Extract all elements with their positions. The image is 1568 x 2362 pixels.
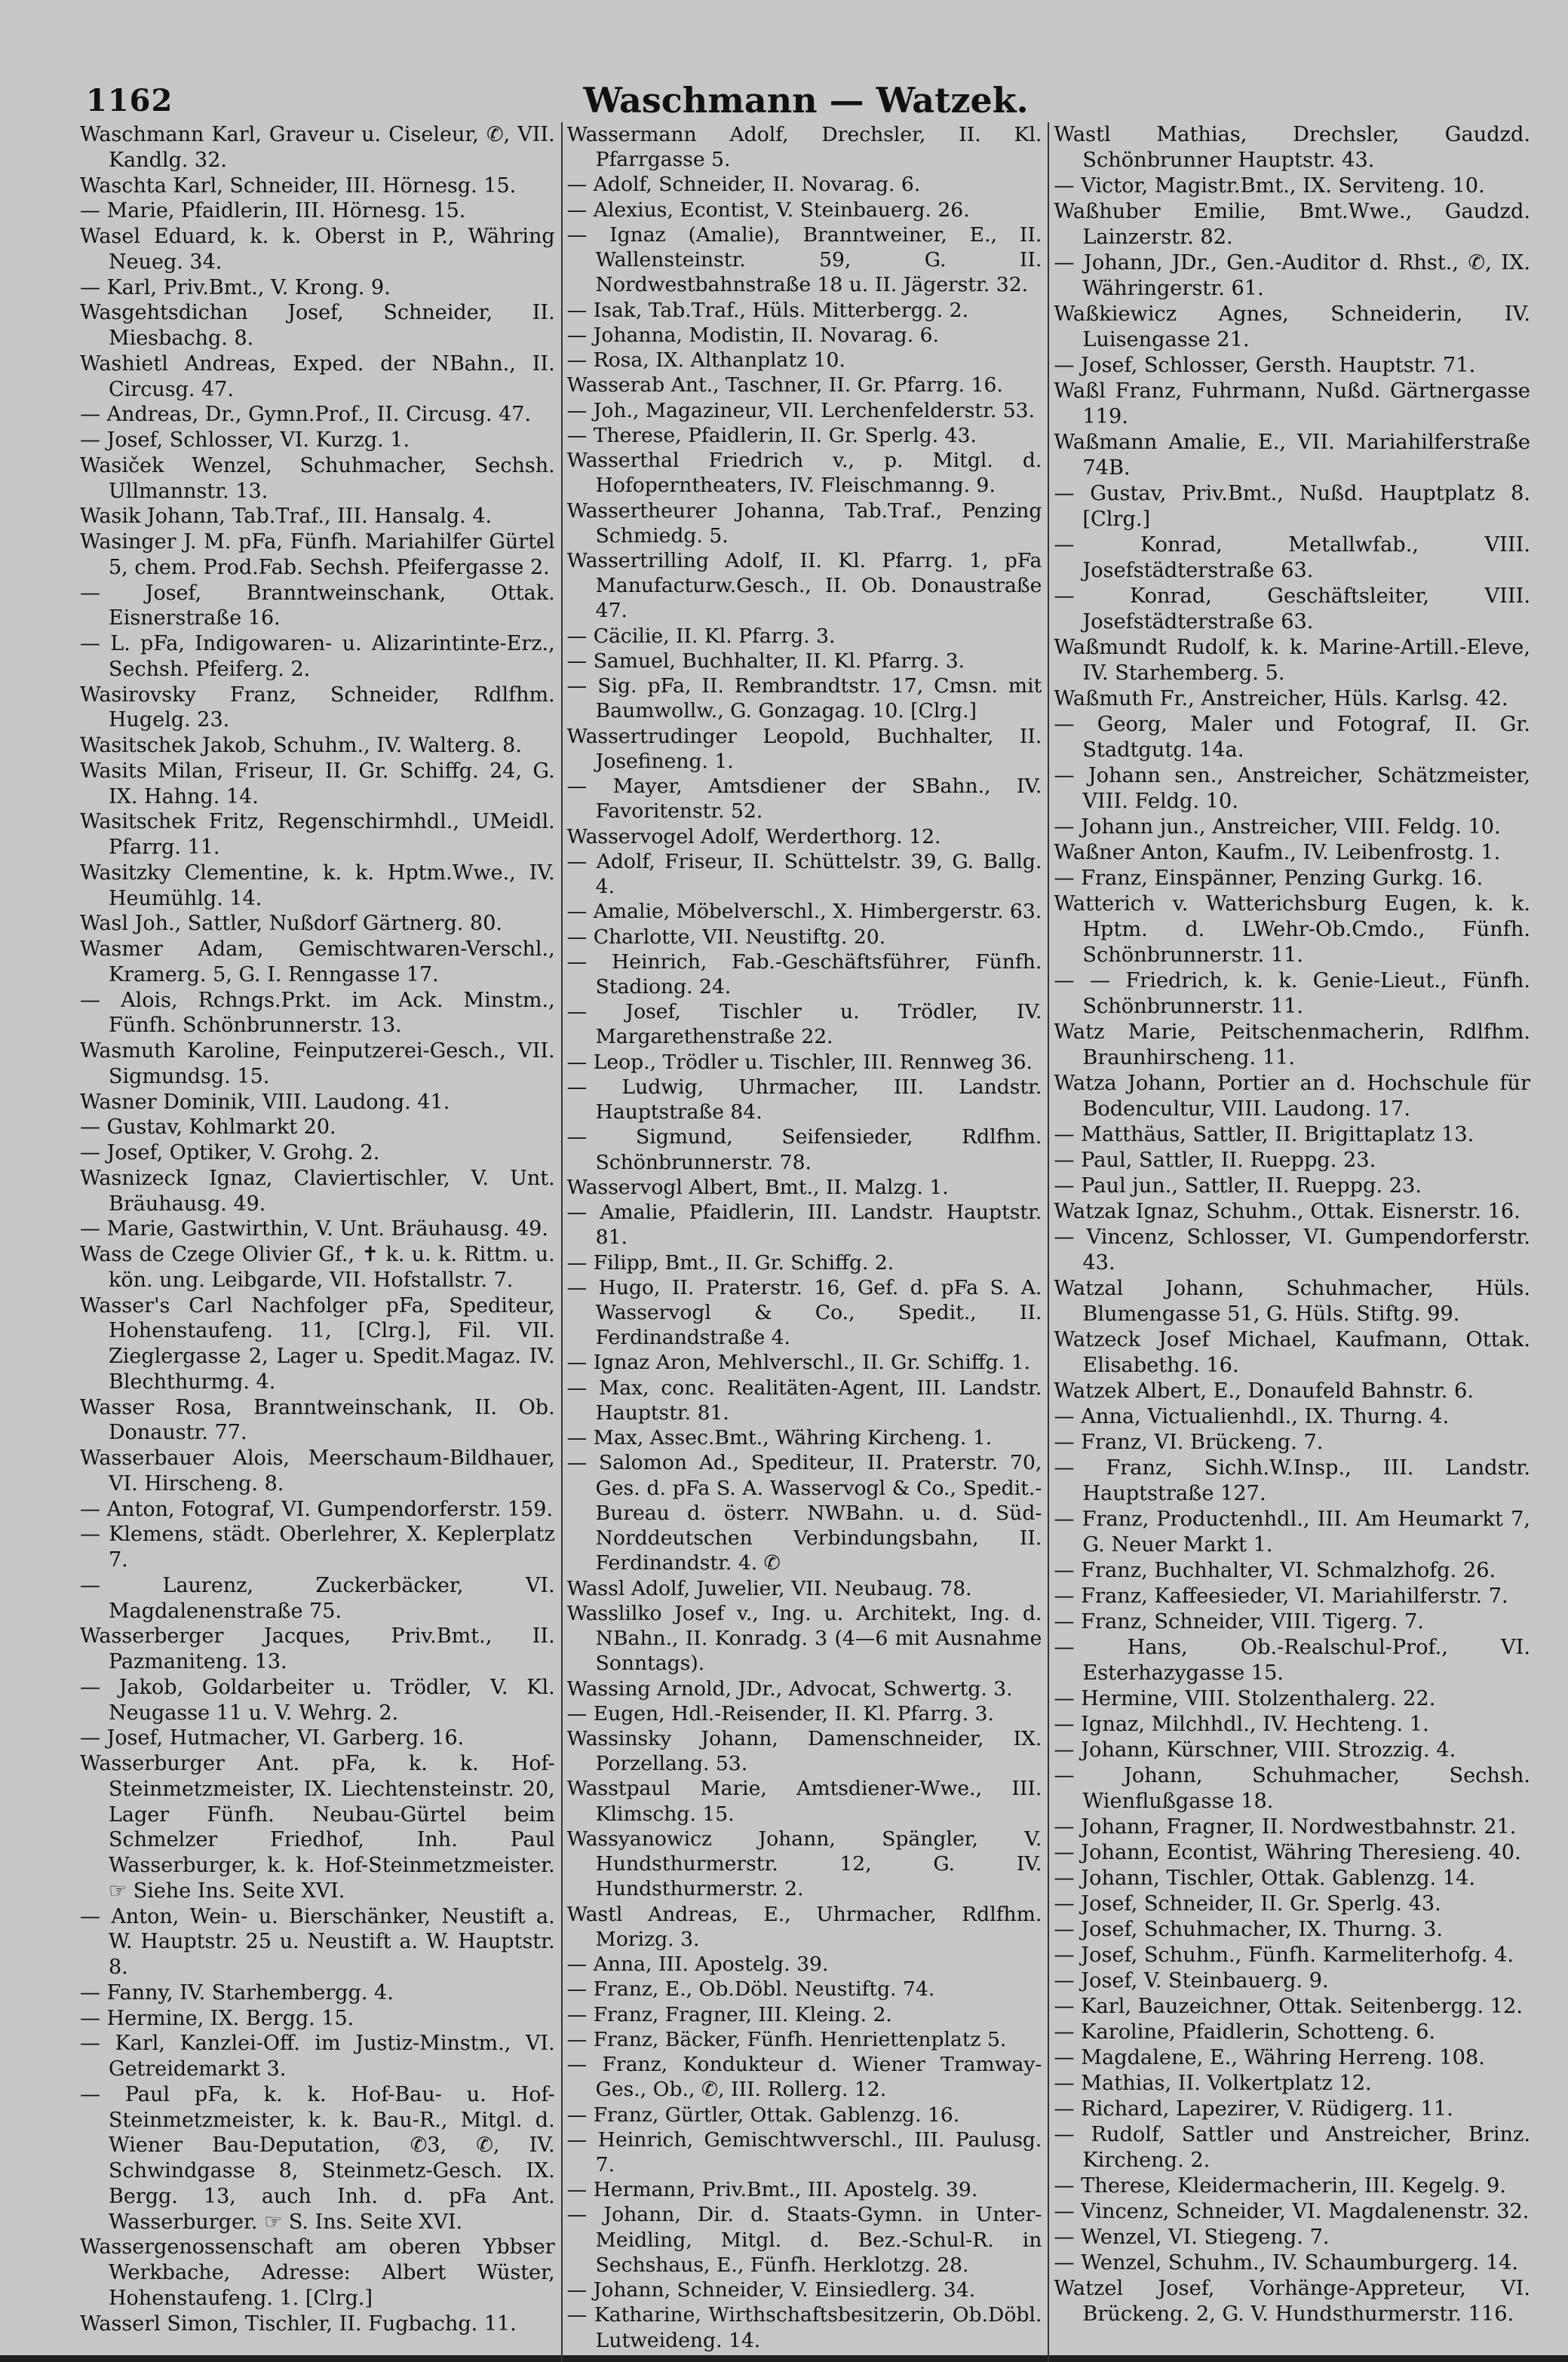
directory-entry: Wasinger J. M. pFa, Fünfh. Mariahilfer Gürtel 5, chem. Prod.Fab. Sechsh. Pfeifergasse 2. [80,530,555,579]
page-number: 1162 [86,83,173,118]
directory-entry: Waßmuth Fr., Anstreicher, Hüls. Karlsg. 42. [1054,687,1508,710]
directory-entry: — Karl, Kanzlei-Off. im Justiz-Minstm., VI. Getreidemarkt 3. [80,2032,555,2081]
directory-entry: — Sig. pFa, II. Rembrandtstr. 17, Cmsn. mit Baumwollw., G. Gonzagag. 10. [Clrg.] [566,674,1042,723]
directory-entry: Waßmann Amalie, E., VII. Mariahilferstraße 74B. [1054,431,1531,480]
directory-entry: Wasel Eduard, k. k. Oberst in P., Währing Neueg. 34. [80,225,555,274]
directory-entry: — Johann, Econtist, Währing Theresieng. 40. [1054,1841,1521,1864]
directory-entry: — Josef, V. Steinbauerg. 9. [1054,1969,1329,1992]
directory-entry: — Josef, Branntweinschank, Ottak. Eisnerstraße 16. [80,581,555,630]
directory-entry: Wasitzky Clementine, k. k. Hptm.Wwe., IV. Heumühlg. 14. [80,860,555,910]
column-2 [563,122,1050,2362]
directory-entry: — Amalie, Möbelverschl., X. Himbergerstr. 63. [566,900,1042,924]
directory-entry: — Heinrich, Fab.-Geschäftsführer, Fünfh. Stadiong. 24. [566,949,1042,998]
directory-entry: — Anton, Wein- u. Bierschänker, Neustift a. W. Hauptstr. 25 u. Neustift a. W. Hauptstr. 8. [80,1904,555,1979]
directory-entry: — Wenzel, Schuhm., IV. Schaumburgerg. 14. [1054,2251,1519,2275]
directory-entry: Waschmann Karl, Graveur u. Ciseleur, ✆, VII. Kandlg. 32. [80,123,555,172]
directory-entry: — Franz, Kaffeesieder, VI. Mariahilferstr. 7. [1054,1584,1508,1608]
directory-entry: — Hermine, IX. Bergg. 15. [80,2006,354,2030]
directory-entry: — Anna, III. Apostelg. 39. [566,1952,829,1977]
directory-entry: Wassertrudinger Leopold, Buchhalter, II. Josefineng. 1. [566,724,1042,773]
directory-entry: — Georg, Maler und Fotograf, II. Gr. Stadtgutg. 14a. [1054,713,1531,762]
directory-entry: Waßl Franz, Fuhrmann, Nußd. Gärtnergasse 119. [1054,379,1531,428]
directory-entry: — Gustav, Kohlmarkt 20. [80,1115,336,1140]
directory-entry: Watzal Johann, Schuhmacher, Hüls. Blumengasse 51, G. Hüls. Stiftg. 99. [1054,1277,1531,1326]
directory-entry: Watz Marie, Peitschenmacherin, Rdlfhm. Braunhirscheng. 11. [1054,1020,1531,1069]
directory-entry: — Therese, Kleidermacherin, III. Kegelg. 9. [1054,2174,1506,2198]
directory-entry: — Salomon Ad., Spediteur, II. Praterstr. 70, Ges. d. pFa S. A. Wasservogl & Co., Spedit.-Bureau d. österr. NWBahn. u. d. Süd-Norddeutschen Verbindungsbahn, II. Ferdinandstr. 4. ✆ [566,1451,1042,1575]
directory-entry: — Vincenz, Schneider, VI. Magdalenenstr. 32. [1054,2200,1530,2223]
directory-entry: Wasnizeck Ignaz, Claviertischler, V. Unt. Bräuhausg. 49. [80,1166,555,1216]
directory-entry: Waßmundt Rudolf, k. k. Marine-Artill.-Eleve, IV. Starhemberg. 5. [1054,636,1531,685]
directory-entry: Waschta Karl, Schneider, III. Hörnesg. 15. [80,173,517,198]
directory-entry: — Johann, Dir. d. Staats-Gymn. in Unter-Meidling, Mitgl. d. Bez.-Schul-R. in Sechshaus, E., Fünfh. Herklotzg. 28. [566,2203,1042,2277]
directory-entry: — Hermann, Priv.Bmt., III. Apostelg. 39. [566,2178,978,2202]
directory-entry: Wasser's Carl Nachfolger pFa, Spediteur, Hohenstaufeng. 11, [Clrg.], Fil. VII. Zieglergasse 2, Lager u. Spedit.Magaz. IV. Blechthurmg. 4. [80,1293,555,1394]
directory-entry: Wasner Dominik, VIII. Laudong. 41. [80,1090,450,1114]
directory-entry: Wasmer Adam, Gemischtwaren-Verschl., Kramerg. 5, G. I. Renngasse 17. [80,937,555,986]
directory-entry: Waßner Anton, Kaufm., IV. Leibenfrostg. 1. [1054,841,1501,864]
directory-entry: — Josef, Optiker, V. Grohg. 2. [80,1141,380,1164]
directory-entry: Waßhuber Emilie, Bmt.Wwe., Gaudzd. Lainzerstr. 82. [1054,200,1531,249]
directory-entry: — Filipp, Bmt., II. Gr. Schiffg. 2. [566,1250,894,1275]
directory-entry: — Paul jun., Sattler, II. Rueppg. 23. [1054,1174,1422,1198]
directory-entry: — Alexius, Econtist, V. Steinbauerg. 26. [566,198,970,222]
directory-entry: — Josef, Schuhm., Fünfh. Karmeliterhofg. 4. [1054,1943,1514,1967]
directory-entry: — Samuel, Buchhalter, II. Kl. Pfarrg. 3. [566,649,965,673]
directory-entry: Waßkiewicz Agnes, Schneiderin, IV. Luisengasse 21. [1054,302,1531,351]
directory-entry: — Vincenz, Schlosser, VI. Gumpendorferstr. 43. [1054,1225,1531,1275]
directory-entry: — Max, conc. Realitäten-Agent, III. Landstr. Hauptstr. 81. [566,1376,1042,1425]
column-1 [75,122,563,2362]
directory-entry: — Andreas, Dr., Gymn.Prof., II. Circusg. 47. [80,403,532,427]
directory-entry: — Johanna, Modistin, II. Novarag. 6. [566,323,939,347]
directory-entry: — Richard, Lapezirer, V. Rüdigerg. 11. [1054,2097,1453,2121]
directory-entry: Wasits Milan, Friseur, II. Gr. Schiffg. 24, G. IX. Hahng. 14. [80,759,555,808]
directory-entry: — Ludwig, Uhrmacher, III. Landstr. Hauptstraße 84. [566,1075,1042,1124]
directory-entry: Watzak Ignaz, Schuhm., Ottak. Eisnerstr. 16. [1054,1200,1520,1223]
directory-entry: — Franz, Kondukteur d. Wiener Tramway-Ges., Ob., ✆, III. Rollerg. 12. [566,2053,1042,2102]
directory-entry: — Paul, Sattler, II. Rueppg. 23. [1054,1149,1376,1172]
directory-entry: — Victor, Magistr.Bmt., IX. Serviteng. 10. [1054,174,1485,198]
directory-entry: Wassinsky Johann, Damenschneider, IX. Porzellang. 53. [566,1727,1042,1776]
directory-entry: — Adolf, Friseur, II. Schüttelstr. 39, G. Ballg. 4. [566,849,1042,899]
directory-entry: Wasservogel Adolf, Werderthorg. 12. [566,824,941,848]
directory-entry: — Karoline, Pfaidlerin, Schotteng. 6. [1054,2020,1436,2044]
directory-entry: — Ignaz, Milchhdl., IV. Hechteng. 1. [1054,1713,1429,1736]
directory-entry: — Josef, Tischler u. Trödler, IV. Margarethenstraße 22. [566,1000,1042,1049]
directory-entry: — Johann sen., Anstreicher, Schätzmeister, VIII. Feldg. 10. [1054,764,1531,813]
directory-entry: — Mayer, Amtsdiener der SBahn., IV. Favoritenstr. 52. [566,775,1042,824]
directory-entry: — Max, Assec.Bmt., Währing Kircheng. 1. [566,1426,993,1450]
directory-entry: — Klemens, städt. Oberlehrer, X. Keplerplatz 7. [80,1523,555,1572]
directory-entry: Wasstpaul Marie, Amtsdiener-Wwe., III. Klimschg. 15. [566,1777,1042,1826]
column-3 [1049,122,1536,2362]
directory-entry: — Franz, Einspänner, Penzing Gurkg. 16. [1054,867,1484,890]
directory-entry: Washietl Andreas, Exped. der NBahn., II. Circusg. 47. [80,351,555,401]
directory-entry: — Johann, Schuhmacher, Sechsh. Wienflußgasse 18. [1054,1764,1531,1813]
directory-entry: Watzel Josef, Vorhänge-Appreteur, VI. Brückeng. 2, G. V. Hundsthurmerstr. 116. [1054,2277,1531,2326]
directory-entry: Wassertheurer Johanna, Tab.Traf., Penzing Schmiedg. 5. [566,498,1042,548]
directory-entry: Wassermann Adolf, Drechsler, II. Kl. Pfarrgasse 5. [566,123,1042,172]
directory-entry: Wasserburger Ant. pFa, k. k. Hof-Steinmetzmeister, IX. Liechtensteinstr. 20, Lager Fünfh. Neubau-Gürtel beim Schmelzer Friedhof, Inh. Paul Wasserburger, k. k. Hof-Steinmetzmeister. ☞ Siehe Ins. Seite XVI. [80,1752,555,1903]
directory-entry: Watza Johann, Portier an d. Hochschule für Bodencultur, VIII. Laudong. 17. [1054,1072,1531,1121]
directory-entry: Wassyanowicz Johann, Spängler, V. Hundsthurmerstr. 12, G. IV. Hundsthurmerstr. 2. [566,1827,1042,1901]
directory-entry: Wasgehtsdichan Josef, Schneider, II. Miesbachg. 8. [80,301,555,350]
directory-entry: Wassing Arnold, JDr., Advocat, Schwertg. 3. [566,1676,1013,1701]
columns [75,122,1536,2362]
directory-entry: — Franz, Fragner, III. Kleing. 2. [566,2002,892,2026]
directory-entry: — Wenzel, VI. Stiegeng. 7. [1054,2225,1330,2249]
directory-entry: — Josef, Hutmacher, VI. Garberg. 16. [80,1726,465,1750]
directory-entry: Wasser Rosa, Branntweinschank, II. Ob. Donaustr. 77. [80,1395,555,1445]
directory-entry: — Magdalene, E., Währing Herreng. 108. [1054,2046,1485,2069]
directory-entry: — Hermine, VIII. Stolzenthalerg. 22. [1054,1687,1436,1710]
directory-entry: Wasserberger Jacques, Priv.Bmt., II. Pazmaniteng. 13. [80,1624,555,1673]
directory-entry: — Marie, Pfaidlerin, III. Hörnesg. 15. [80,199,466,223]
directory-entry: — Adolf, Schneider, II. Novarag. 6. [566,173,921,197]
directory-entry: — Konrad, Metallwfab., VIII. Josefstädterstraße 63. [1054,533,1531,582]
directory-entry: Wasmuth Karoline, Feinputzerei-Gesch., VII. Sigmundsg. 15. [80,1039,555,1088]
directory-entry: Wasitschek Jakob, Schuhm., IV. Walterg. 8. [80,734,522,757]
directory-entry: Wasserthal Friedrich v., p. Mitgl. d. Hofoperntheaters, IV. Fleischmanng. 9. [566,449,1042,498]
directory-entry: Wassergenossenschaft am oberen Ybbser Werkbache, Adresse: Albert Wüster, Hohenstaufeng. 1. [Clrg.] [80,2235,555,2310]
directory-entry: — Franz, Buchhalter, VI. Schmalzhofg. 26. [1054,1559,1496,1582]
directory-entry: — Paul pFa, k. k. Hof-Bau- u. Hof-Steinmetzmeister, k. k. Bau-R., Mitgl. d. Wiener Bau-Deputation, ✆3, ✆, IV. Schwindgasse 8, Steinmetz-Gesch. IX. Bergg. 13, auch Inh. d. pFa Ant. Wasserburger. ☞ S. Ins. Seite XVI. [80,2082,555,2234]
directory-entry: — Josef, Schlosser, VI. Kurzg. 1. [80,428,410,452]
directory-entry: Wassertrilling Adolf, II. Kl. Pfarrg. 1, pFa Manufacturw.Gesch., II. Ob. Donaustraße 47. [566,548,1042,623]
directory-entry: — Franz, Bäcker, Fünfh. Henriettenplatz 5. [566,2027,1007,2051]
directory-entry: — Isak, Tab.Traf., Hüls. Mitterbergg. 2. [566,298,969,322]
directory-entry: — Karl, Bauzeichner, Ottak. Seitenbergg. 12. [1054,1995,1523,2018]
directory-entry: Wasserbauer Alois, Meerschaum-Bildhauer, VI. Hirscheng. 8. [80,1446,555,1495]
directory-entry: — Rosa, IX. Althanplatz 10. [566,348,845,373]
directory-entry: Wasserab Ant., Taschner, II. Gr. Pfarrg. 16. [566,373,1003,397]
directory-entry: — Rudolf, Sattler und Anstreicher, Brinz. Kircheng. 2. [1054,2123,1531,2172]
directory-entry: — Jakob, Goldarbeiter u. Trödler, V. Kl. Neugasse 11 u. V. Wehrg. 2. [80,1675,555,1725]
directory-entry: — Joh., Magazineur, VII. Lerchenfelderstr. 53. [566,398,1036,422]
directory-entry: — Heinrich, Gemischtwverschl., III. Paulusg. 7. [566,2127,1042,2176]
directory-entry: Wasservogl Albert, Bmt., II. Malzg. 1. [566,1175,949,1199]
directory-entry: — Leop., Trödler u. Tischler, III. Rennweg 36. [566,1050,1033,1074]
directory-entry: — Johann, Tischler, Ottak. Gablenzg. 14. [1054,1867,1476,1890]
directory-entry: Wasirovsky Franz, Schneider, Rdlfhm. Hugelg. 23. [80,683,555,732]
directory-entry: — Ignaz Aron, Mehlverschl., II. Gr. Schiffg. 1. [566,1351,1031,1375]
directory-entry: — Eugen, Hdl.-Reisender, II. Kl. Pfarrg. 3. [566,1701,994,1725]
directory-entry: — Laurenz, Zuckerbäcker, VI. Magdalenenstraße 75. [80,1573,555,1623]
directory-entry: — Johann, Fragner, II. Nordwestbahnstr. 21. [1054,1815,1517,1839]
directory-entry: — Johann, JDr., Gen.-Auditor d. Rhst., ✆, IX. Währingerstr. 61. [1054,251,1531,300]
page-header [75,69,1536,122]
directory-entry: Wasserl Simon, Tischler, II. Fugbachg. 11. [80,2311,517,2336]
directory-entry: — Anton, Fotograf, VI. Gumpendorferstr. 159. [80,1497,554,1521]
directory-entry: — Hans, Ob.-Realschul-Prof., VI. Esterhazygasse 15. [1054,1636,1531,1685]
directory-entry: — Franz, E., Ob.Döbl. Neustiftg. 74. [566,1977,935,2002]
directory-entry: — Matthäus, Sattler, II. Brigittaplatz 13. [1054,1123,1474,1146]
directory-entry: — Katharine, Wirthschaftsbesitzerin, Ob.Döbl. Lutweideng. 14. [566,2303,1042,2352]
running-head: Waschmann — Watzek. [583,80,1029,121]
directory-entry: — — Friedrich, k. k. Genie-Lieut., Fünfh. Schönbrunnerstr. 11. [1054,969,1531,1018]
directory-entry: Wastl Andreas, E., Uhrmacher, Rdlfhm. Morizg. 3. [566,1902,1042,1951]
directory-entry: Wasitschek Fritz, Regenschirmhdl., UMeidl. Pfarrg. 11. [80,810,555,859]
directory-entry: Wassl Adolf, Juwelier, VII. Neubaug. 78. [566,1576,972,1600]
directory-entry: — Charlotte, VII. Neustiftg. 20. [566,925,886,949]
directory-entry: — Franz, Schneider, VIII. Tigerg. 7. [1054,1610,1424,1633]
directory-entry: — Gustav, Priv.Bmt., Nußd. Hauptplatz 8. [Clrg.] [1054,482,1531,531]
directory-entry: Wasslilko Josef v., Ing. u. Architekt, Ing. d. NBahn., II. Konradg. 3 (4—6 mit Ausnahme Sonntags). [566,1601,1042,1676]
directory-entry: — Mathias, II. Volkertplatz 12. [1054,2072,1372,2095]
directory-entry: — Franz, Sichh.W.Insp., III. Landstr. Hauptstraße 127. [1054,1456,1531,1505]
directory-entry: — Franz, Productenhdl., III. Am Heumarkt 7, G. Neuer Markt 1. [1054,1508,1531,1557]
directory-entry: — Johann, Kürschner, VIII. Strozzig. 4. [1054,1738,1456,1762]
directory-entry: — Fanny, IV. Starhembergg. 4. [80,1980,394,2005]
directory-entry: — L. pFa, Indigowaren- u. Alizarintinte-Erz., Sechsh. Pfeiferg. 2. [80,632,555,681]
directory-entry: Watterich v. Watterichsburg Eugen, k. k. Hptm. d. LWehr-Ob.Cmdo., Fünfh. Schönbrunnerstr. 11. [1054,892,1531,967]
directory-entry: — Alois, Rchngs.Prkt. im Ack. Minstm., Fünfh. Schönbrunnerstr. 13. [80,988,555,1038]
directory-entry: — Therese, Pfaidlerin, II. Gr. Sperlg. 43. [566,423,977,447]
directory-entry: Wastl Mathias, Drechsler, Gaudzd. Schönbrunner Hauptstr. 43. [1054,123,1531,172]
directory-entry: — Anna, Victualienhdl., IX. Thurng. 4. [1054,1405,1450,1428]
directory-entry: — Konrad, Geschäftsleiter, VIII. Josefstädterstraße 63. [1054,584,1531,633]
directory-entry: — Sigmund, Seifensieder, Rdlfhm. Schönbrunnerstr. 78. [566,1125,1042,1174]
directory-entry: — Johann, Schneider, V. Einsiedlerg. 34. [566,2278,976,2302]
directory-entry: — Josef, Schneider, II. Gr. Sperlg. 43. [1054,1892,1441,1916]
directory-entry: — Franz, Gürtler, Ottak. Gablenzg. 16. [566,2103,960,2127]
directory-entry: Wasiček Wenzel, Schuhmacher, Sechsh. Ullmannstr. 13. [80,453,555,503]
directory-entry: — Josef, Schuhmacher, IX. Thurng. 3. [1054,1918,1444,1941]
directory-entry: — Josef, Schlosser, Gersth. Hauptstr. 71. [1054,354,1476,377]
directory-entry: — Amalie, Pfaidlerin, III. Landstr. Hauptstr. 81. [566,1201,1042,1250]
directory-entry: — Cäcilie, II. Kl. Pfarrg. 3. [566,624,836,648]
directory-entry: Wasl Joh., Sattler, Nußdorf Gärtnerg. 80. [80,912,502,936]
directory-entry: — Marie, Gastwirthin, V. Unt. Bräuhausg. 49. [80,1217,548,1241]
directory-entry: Wass de Czege Olivier Gf., ✝ k. u. k. Rittm. u. kön. ung. Leibgarde, VII. Hofstallstr. 7. [80,1243,555,1292]
directory-entry: Watzeck Josef Michael, Kaufmann, Ottak. Elisabethg. 16. [1054,1328,1531,1377]
directory-entry: Watzek Albert, E., Donaufeld Bahnstr. 6. [1054,1379,1474,1403]
directory-entry: — Hugo, II. Praterstr. 16, Gef. d. pFa S. A. Wasservogl & Co., Spedit., II. Ferdinandstraße 4. [566,1275,1042,1350]
directory-entry: Wasik Johann, Tab.Traf., III. Hansalg. 4. [80,505,492,529]
directory-entry: — Ignaz (Amalie), Branntweiner, E., II. Wallensteinstr. 59, G. II. Nordwestbahnstraße 18 u. II. Jägerstr. 32. [566,222,1042,297]
directory-entry: — Johann jun., Anstreicher, VIII. Feldg. 10. [1054,815,1501,839]
directory-entry: — Franz, VI. Brückeng. 7. [1054,1431,1324,1454]
directory-entry: — Karl, Priv.Bmt., V. Krong. 9. [80,275,391,299]
